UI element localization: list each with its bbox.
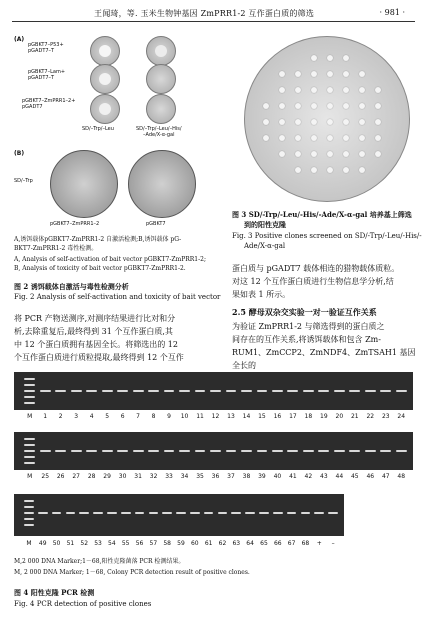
lane-label: 9 bbox=[167, 413, 171, 420]
fig4-title-cn: 图 4 阳性克隆 PCR 检测 bbox=[14, 588, 95, 597]
colony-spot bbox=[263, 103, 269, 109]
pcr-band bbox=[86, 390, 97, 392]
lane-label: 22 bbox=[366, 413, 375, 420]
pcr-band bbox=[52, 512, 62, 514]
pcr-band bbox=[334, 450, 345, 452]
lane-label: 68 bbox=[301, 540, 310, 547]
pcr-band bbox=[195, 390, 206, 392]
row-label-1: pGBKT7–P53+ pGADT7–T bbox=[28, 42, 64, 54]
colony-spot bbox=[359, 151, 365, 157]
lane-label: 1 bbox=[43, 413, 48, 420]
colony-spot bbox=[327, 119, 333, 125]
colony-spot bbox=[311, 71, 317, 77]
colony-spot bbox=[279, 135, 285, 141]
pcr-band bbox=[148, 390, 159, 392]
colony-spot bbox=[295, 167, 301, 173]
pcr-band bbox=[287, 390, 298, 392]
lane-label: 30 bbox=[118, 473, 127, 480]
panel-b-side-label: SD/–Trp bbox=[14, 178, 33, 184]
header-rule bbox=[12, 21, 415, 22]
lane-label: 3 bbox=[74, 413, 79, 420]
lane-label: 59 bbox=[177, 540, 185, 547]
lane-label: 60 bbox=[190, 540, 199, 547]
pcr-band bbox=[257, 450, 268, 452]
lane-label: 55 bbox=[121, 540, 130, 547]
colony-spot bbox=[359, 71, 365, 77]
colony-spot bbox=[295, 103, 301, 109]
fig4-title-en: Fig. 4 PCR detection of positive clones bbox=[14, 600, 152, 608]
pcr-band bbox=[218, 512, 228, 514]
plate-p53-qdo bbox=[146, 36, 176, 66]
colony-spot bbox=[311, 87, 317, 93]
pcr-band bbox=[117, 390, 128, 392]
plate-bait-ddo bbox=[90, 94, 120, 124]
pcr-band bbox=[380, 390, 391, 392]
lane-label: 40 bbox=[273, 473, 282, 480]
section-heading: 2.5 酵母双杂交实验一对一验证互作关系 bbox=[232, 307, 377, 317]
pcr-band bbox=[86, 450, 97, 452]
lane-label: 17 bbox=[289, 413, 297, 420]
marker-band bbox=[24, 396, 35, 398]
fig2-caption-cn-2: BKT7-ZmPRR1-2 毒性检测。 bbox=[14, 245, 98, 252]
marker-band bbox=[24, 390, 35, 392]
pcr-band bbox=[179, 390, 190, 392]
body-right-line: 间存在的互作关系,将诱饵载体和包含 Zm- bbox=[232, 335, 381, 344]
pcr-band bbox=[241, 390, 252, 392]
body-right bbox=[232, 262, 417, 301]
lane-labels-2 bbox=[14, 473, 413, 481]
colony-spot bbox=[343, 87, 349, 93]
colony-spot bbox=[375, 119, 381, 125]
pcr-band bbox=[55, 390, 66, 392]
lane-label: 41 bbox=[289, 473, 297, 480]
lane-label: 61 bbox=[204, 540, 213, 547]
pcr-band bbox=[38, 512, 48, 514]
panel-a-label: (A) bbox=[14, 36, 25, 43]
marker-band bbox=[24, 384, 35, 386]
lane-label: 2 bbox=[58, 413, 63, 420]
colony-spot bbox=[295, 151, 301, 157]
col-label-ddo: SD/–Trp/–Leu bbox=[82, 126, 114, 132]
lane-label: 33 bbox=[165, 473, 173, 480]
positive-clone-plate bbox=[244, 36, 410, 202]
colony-spot bbox=[343, 151, 349, 157]
lane-label: 50 bbox=[52, 540, 61, 547]
colony-spot bbox=[375, 87, 381, 93]
pcr-band bbox=[164, 450, 175, 452]
lane-label: 38 bbox=[242, 473, 251, 480]
colony-spot bbox=[327, 135, 333, 141]
colony-spot bbox=[295, 119, 301, 125]
colony-spot bbox=[311, 167, 317, 173]
lane-label: 42 bbox=[304, 473, 313, 480]
pcr-band bbox=[133, 450, 144, 452]
lane-label: 18 bbox=[304, 413, 313, 420]
plate-label-empty: pGBKT7 bbox=[146, 221, 166, 227]
plate-bait-qdo bbox=[146, 94, 176, 124]
pcr-band bbox=[149, 512, 159, 514]
colony-spot bbox=[327, 103, 333, 109]
pcr-band bbox=[273, 512, 283, 514]
colony-spot bbox=[327, 71, 333, 77]
body-right-line: 对这 12 个互作蛋白质进行生物信息学分析,结 bbox=[232, 277, 394, 286]
lane-label: 12 bbox=[211, 413, 220, 420]
pcr-band bbox=[164, 390, 175, 392]
pcr-band bbox=[66, 512, 76, 514]
lane-label: 5 bbox=[105, 413, 110, 420]
lane-labels-1 bbox=[14, 413, 413, 421]
lane-label: 19 bbox=[320, 413, 328, 420]
marker-band bbox=[24, 438, 35, 440]
body-right-line: 为验证 ZmPRR1-2 与筛选得到的蛋白质之 bbox=[232, 322, 385, 331]
pcr-band bbox=[396, 450, 407, 452]
colony-spot bbox=[343, 103, 349, 109]
pcr-band bbox=[303, 390, 314, 392]
pcr-band bbox=[287, 512, 297, 514]
lane-label: 21 bbox=[350, 413, 359, 420]
lane-label: 31 bbox=[134, 473, 142, 480]
lane-label: 15 bbox=[258, 413, 266, 420]
body-left-line: 析,去除重复后,最终得到 31 个互作蛋白质,其 bbox=[14, 327, 173, 336]
fig4-caption-cn: M,2 000 DNA Marker;1－68,阳性克隆菌落 PCR 检测结果。 bbox=[14, 558, 185, 565]
pcr-band bbox=[71, 390, 82, 392]
lane-label: 11 bbox=[196, 413, 204, 420]
pcr-band bbox=[55, 450, 66, 452]
pcr-band bbox=[107, 512, 117, 514]
body-right-line: RUM1、ZmCCP2、ZmNDF4、ZmTSAH1 基因全长的 bbox=[232, 348, 416, 370]
lane-label: 52 bbox=[80, 540, 89, 547]
lane-label: 28 bbox=[87, 473, 96, 480]
pcr-band bbox=[133, 390, 144, 392]
colony-spot bbox=[359, 167, 365, 173]
lane-label: + bbox=[316, 540, 322, 547]
lane-label: 20 bbox=[335, 413, 344, 420]
body-left-line: 中 12 个蛋白质拥有基因全长。将筛选出的 12 bbox=[14, 340, 178, 349]
lane-label: 67 bbox=[287, 540, 296, 547]
marker-band bbox=[24, 512, 34, 514]
lane-label: 62 bbox=[218, 540, 227, 547]
colony-spot bbox=[311, 151, 317, 157]
pcr-band bbox=[349, 450, 360, 452]
pcr-band bbox=[245, 512, 255, 514]
pcr-band bbox=[303, 450, 314, 452]
marker-band bbox=[24, 462, 35, 464]
marker-band bbox=[24, 444, 35, 446]
colony-spot bbox=[263, 119, 269, 125]
lane-label: 44 bbox=[335, 473, 344, 480]
colony-spot bbox=[343, 135, 349, 141]
colony-spot bbox=[327, 87, 333, 93]
colony-spot bbox=[327, 151, 333, 157]
running-title: 王闻琦，等. 玉米生物钟基因 ZmPRR1-2 互作蛋白质的筛选 bbox=[94, 9, 315, 18]
pcr-band bbox=[40, 390, 51, 392]
lane-label: 4 bbox=[89, 413, 94, 420]
lane-label: 32 bbox=[149, 473, 158, 480]
lane-label: 45 bbox=[350, 473, 359, 480]
toxicity-plate-bait bbox=[50, 150, 118, 218]
lane-labels-3 bbox=[14, 540, 344, 548]
lane-label: 66 bbox=[273, 540, 282, 547]
pcr-band bbox=[318, 450, 329, 452]
pcr-band bbox=[328, 512, 338, 514]
lane-label: 53 bbox=[94, 540, 102, 547]
colony-spot bbox=[375, 103, 381, 109]
pcr-band bbox=[71, 450, 82, 452]
lane-label: 8 bbox=[151, 413, 156, 420]
colony-spot bbox=[311, 103, 317, 109]
lane-label: 39 bbox=[258, 473, 266, 480]
colony-spot bbox=[263, 135, 269, 141]
pcr-band bbox=[349, 390, 360, 392]
lane-label: 6 bbox=[120, 413, 125, 420]
pcr-band bbox=[210, 390, 221, 392]
colony-spot bbox=[343, 71, 349, 77]
plate-lam-qdo bbox=[146, 64, 176, 94]
colony-spot bbox=[311, 119, 317, 125]
pcr-band bbox=[272, 450, 283, 452]
lane-label: M bbox=[26, 540, 32, 547]
pcr-band bbox=[79, 512, 89, 514]
pcr-band bbox=[241, 450, 252, 452]
colony-spot bbox=[279, 119, 285, 125]
fig3-title-cn-2: 到的阳性克隆 bbox=[244, 220, 286, 229]
pcr-band bbox=[190, 512, 200, 514]
lane-label: 56 bbox=[135, 540, 144, 547]
colony-spot bbox=[343, 167, 349, 173]
colony-spot bbox=[279, 151, 285, 157]
pcr-band bbox=[334, 390, 345, 392]
lane-label: 47 bbox=[381, 473, 390, 480]
fig2-title-en: Fig. 2 Analysis of self-activation and toxicity of bait vector bbox=[14, 293, 221, 301]
pcr-band bbox=[226, 450, 237, 452]
pcr-band bbox=[135, 512, 145, 514]
pcr-band bbox=[314, 512, 324, 514]
lane-label: 35 bbox=[196, 473, 204, 480]
pcr-band bbox=[162, 512, 172, 514]
fig3-title-en-2: Ade/X-α-gal bbox=[244, 242, 286, 250]
gel-row-2 bbox=[14, 432, 413, 470]
lane-label: 16 bbox=[273, 413, 282, 420]
lane-label: 57 bbox=[149, 540, 158, 547]
lane-label: 26 bbox=[56, 473, 65, 480]
pcr-band bbox=[318, 390, 329, 392]
lane-label: M bbox=[27, 413, 33, 420]
colony-spot bbox=[295, 87, 301, 93]
body-left-line: 个互作蛋白质进行质粒提取,最终得到 12 个互作 bbox=[14, 353, 184, 362]
pcr-band bbox=[231, 512, 241, 514]
body-right-line: 蛋白质与 pGADT7 载体相连的猎物载体质粒。 bbox=[232, 264, 400, 273]
pcr-band bbox=[259, 512, 269, 514]
plate-lam-ddo bbox=[90, 64, 120, 94]
colony-spot bbox=[375, 151, 381, 157]
lane-label: 25 bbox=[41, 473, 50, 480]
toxicity-plate-empty bbox=[128, 150, 196, 218]
pcr-band bbox=[195, 450, 206, 452]
marker-band bbox=[24, 456, 35, 458]
lane-label: 58 bbox=[163, 540, 171, 547]
colony-spot bbox=[343, 119, 349, 125]
plate-p53-ddo bbox=[90, 36, 120, 66]
pcr-band bbox=[365, 390, 376, 392]
colony-spot bbox=[279, 87, 285, 93]
lane-label: 34 bbox=[180, 473, 189, 480]
pcr-band bbox=[204, 512, 214, 514]
pcr-band bbox=[176, 512, 186, 514]
pcr-band bbox=[179, 450, 190, 452]
pcr-band bbox=[40, 450, 51, 452]
fig2-title-cn: 图 2 诱饵载体自激活与毒性检测分析 bbox=[14, 282, 129, 291]
body-left bbox=[14, 312, 219, 364]
lane-label: 24 bbox=[397, 413, 406, 420]
lane-label: 13 bbox=[227, 413, 235, 420]
fig4-caption-en: M, 2 000 DNA Marker; 1－68, Colony PCR detection result of positive clones. bbox=[14, 569, 250, 576]
pcr-band bbox=[102, 450, 113, 452]
body-right-line: 果如表 1 所示。 bbox=[232, 290, 291, 299]
pcr-band bbox=[117, 450, 128, 452]
gel-row-1 bbox=[14, 372, 413, 410]
pcr-band bbox=[226, 390, 237, 392]
marker-band bbox=[24, 500, 34, 502]
fig3-title-en-1: Fig. 3 Positive clones screened on SD/-Trp/-Leu/-His/- bbox=[232, 232, 422, 240]
lane-label: 14 bbox=[242, 413, 251, 420]
fig2-caption-en-1: A, Analysis of self-activation of bait vector pGBKT7-ZmPRR1-2; bbox=[14, 256, 206, 263]
lane-label: 7 bbox=[136, 413, 141, 420]
lane-label: 51 bbox=[66, 540, 75, 547]
fig2-caption-en-2: B, Analysis of toxicity of bait vector pGBKT7-ZmPRR1-2. bbox=[14, 265, 186, 272]
pcr-band bbox=[396, 390, 407, 392]
colony-spot bbox=[359, 135, 365, 141]
pcr-band bbox=[102, 390, 113, 392]
pcr-band bbox=[272, 390, 283, 392]
lane-label: 64 bbox=[246, 540, 254, 547]
lane-label: 48 bbox=[397, 473, 406, 480]
pcr-band bbox=[301, 512, 311, 514]
marker-band bbox=[24, 518, 34, 520]
col-label-qdo: SD/–Trp/–Leu/–His/ –Ade/X-α-gal bbox=[136, 126, 182, 138]
lane-label: – bbox=[331, 540, 335, 547]
page-number: · 981 · bbox=[379, 8, 405, 17]
lane-label: 63 bbox=[232, 540, 241, 547]
lane-label: 23 bbox=[381, 413, 390, 420]
lane-label: 65 bbox=[260, 540, 268, 547]
pcr-band bbox=[210, 450, 221, 452]
lane-label: 54 bbox=[108, 540, 116, 547]
lane-label: 10 bbox=[180, 413, 189, 420]
marker-band bbox=[24, 378, 35, 380]
marker-band bbox=[24, 506, 34, 508]
colony-spot bbox=[327, 167, 333, 173]
lane-label: 27 bbox=[72, 473, 80, 480]
pcr-band bbox=[287, 450, 298, 452]
lane-label: 49 bbox=[38, 540, 47, 547]
marker-band bbox=[24, 524, 34, 526]
pcr-band bbox=[380, 450, 391, 452]
colony-spot bbox=[311, 135, 317, 141]
colony-spot bbox=[279, 71, 285, 77]
body-left-line: 将 PCR 产物送测序,对测序结果进行比对和分 bbox=[14, 314, 176, 323]
gel-row-3 bbox=[14, 494, 344, 536]
plate-label-bait: pGBKT7–ZmPRR1–2 bbox=[50, 221, 100, 227]
colony-spot bbox=[327, 55, 333, 61]
lane-label: 36 bbox=[211, 473, 220, 480]
colony-spot bbox=[311, 55, 317, 61]
fig2-caption-cn-1: A,诱饵载体pGBKT7-ZmPRR1-2 自激活检测;B,诱饵载体 pG- bbox=[14, 236, 182, 243]
lane-label: 29 bbox=[103, 473, 111, 480]
pcr-band bbox=[121, 512, 131, 514]
marker-band bbox=[24, 450, 35, 452]
colony-spot bbox=[359, 119, 365, 125]
lane-label: 46 bbox=[366, 473, 375, 480]
colony-spot bbox=[279, 103, 285, 109]
lane-label: 43 bbox=[320, 473, 328, 480]
pcr-band bbox=[365, 450, 376, 452]
row-label-3: pGBKT7–ZmPRR1–2+ pGADT7 bbox=[22, 98, 76, 110]
pcr-band bbox=[257, 390, 268, 392]
running-header bbox=[0, 6, 427, 20]
colony-spot bbox=[359, 87, 365, 93]
panel-b-label: (B) bbox=[14, 150, 25, 157]
lane-label: 37 bbox=[227, 473, 235, 480]
colony-spot bbox=[343, 55, 349, 61]
colony-spot bbox=[375, 135, 381, 141]
marker-band bbox=[24, 402, 35, 404]
row-label-2: pGBKT7–Lam+ pGADT7–T bbox=[28, 69, 66, 81]
pcr-band bbox=[148, 450, 159, 452]
pcr-band bbox=[93, 512, 103, 514]
colony-spot bbox=[359, 103, 365, 109]
colony-spot bbox=[295, 71, 301, 77]
lane-label: M bbox=[27, 473, 33, 480]
fig3-title-cn-1: 图 3 SD/-Trp/-Leu/-His/-Ade/X-α-gal 培养基上筛选 bbox=[232, 210, 412, 219]
colony-spot bbox=[295, 135, 301, 141]
